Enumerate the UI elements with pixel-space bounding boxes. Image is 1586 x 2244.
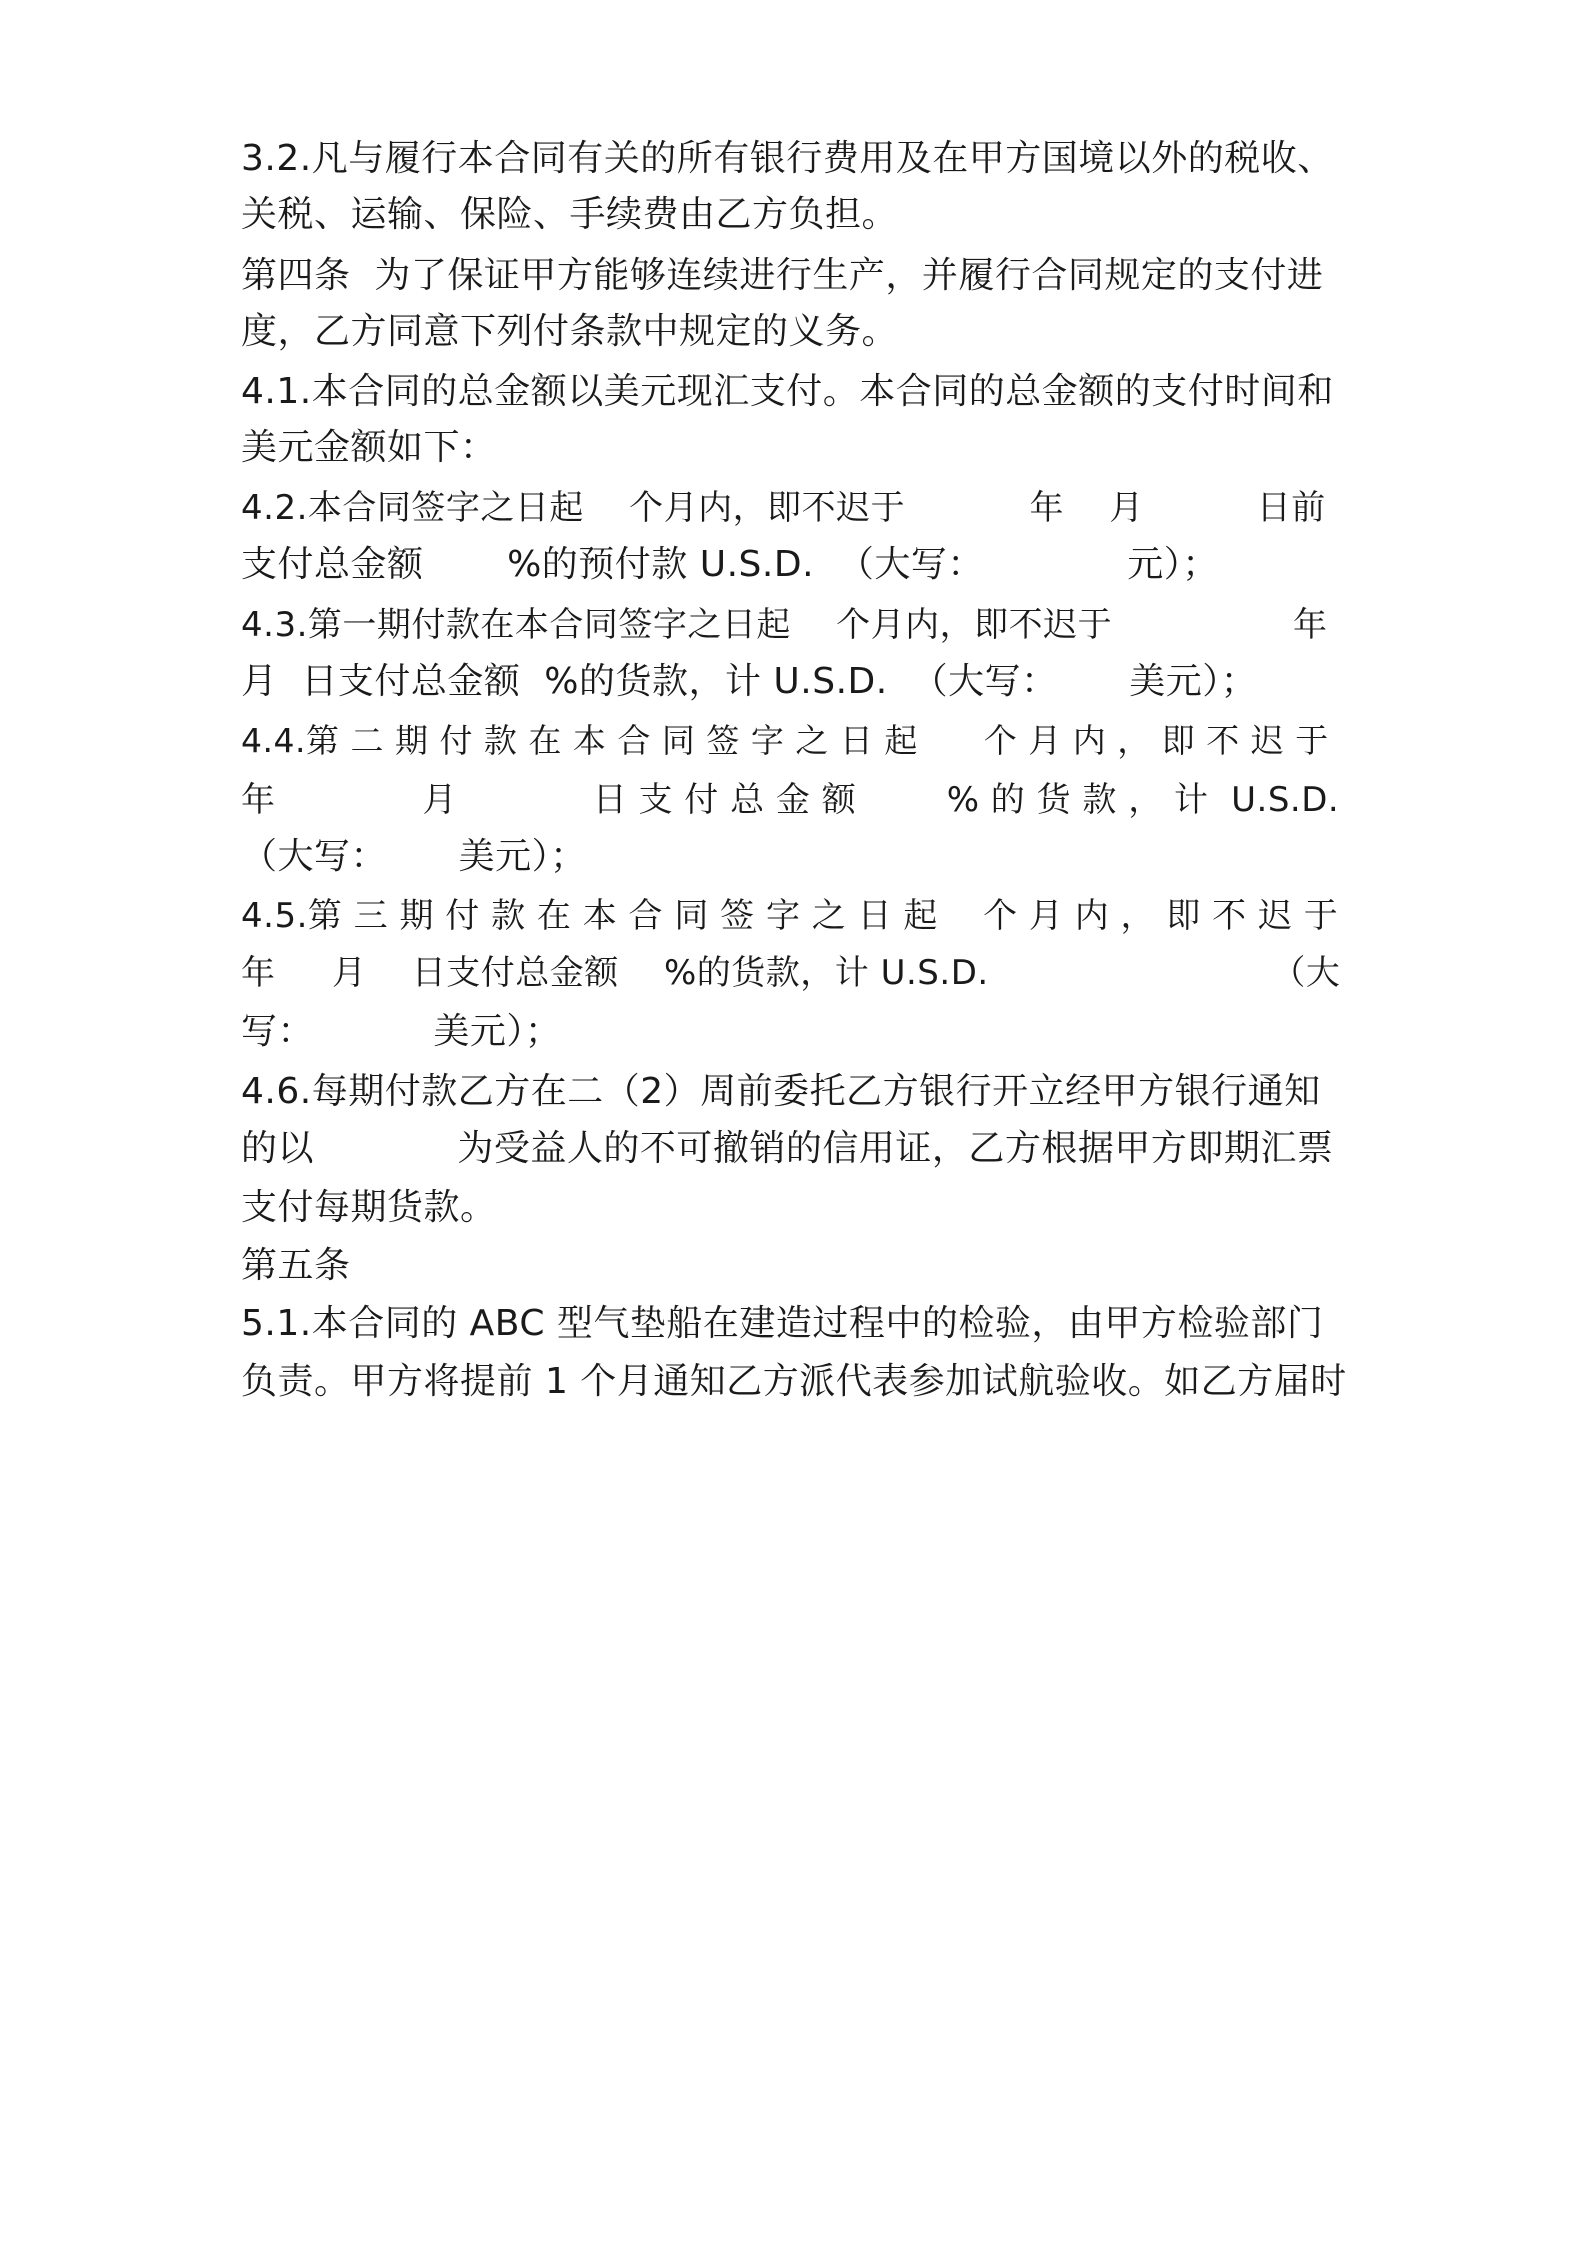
text-line: 4.3.第一期付款在本合同签字之日起 个月内，即不迟于 年 bbox=[241, 605, 1328, 645]
text-line: 4.6.每期付款乙方在二（2）周前委托乙方银行开立经甲方银行通知 bbox=[241, 1071, 1321, 1112]
text-line: 第四条 为了保证甲方能够连续进行生产，并履行合同规定的支付进 bbox=[241, 255, 1324, 296]
text-line: 美元金额如下： bbox=[241, 427, 497, 468]
text-line: 的以 为受益人的不可撤销的信用证，乙方根据甲方即期汇票 bbox=[241, 1128, 1334, 1169]
text-line: 年 月 日 支 付 总 金 额 % 的 货 款 ， 计 U.S.D. bbox=[241, 780, 1340, 820]
text-line: （大写： 美元）； bbox=[241, 836, 587, 877]
text-line: 关税、运输、保险、手续费由乙方负担。 bbox=[241, 194, 899, 235]
text-line: 写： 美元）； bbox=[241, 1011, 562, 1052]
text-line: 4.1.本合同的总金额以美元现汇支付。本合同的总金额的支付时间和 bbox=[241, 371, 1334, 412]
text-line: 4.5.第 三 期 付 款 在 本 合 同 签 字 之 日 起 个 月 内 ， 即 不 迟 于 bbox=[241, 896, 1339, 936]
text-line: 4.2.本合同签字之日起 个月内，即不迟于 年 月 日前 bbox=[241, 488, 1326, 528]
text-line: 支付每期货款。 bbox=[241, 1187, 497, 1228]
text-line: 支付总金额 %的预付款 U.S.D. （大写： 元）； bbox=[241, 544, 1219, 585]
text-line: 3.2.凡与履行本合同有关的所有银行费用及在甲方国境以外的税收、 bbox=[241, 138, 1334, 179]
text-line: 4.4.第 二 期 付 款 在 本 合 同 签 字 之 日 起 个 月 内 ， 即 不 迟 于 bbox=[241, 721, 1329, 760]
text-line: 月 日支付总金额 %的货款，计 U.S.D. （大写： 美元）； bbox=[241, 661, 1258, 702]
text-line: 5.1.本合同的 ABC 型气垫船在建造过程中的检验，由甲方检验部门 bbox=[241, 1303, 1324, 1344]
text-line: 度，乙方同意下列付条款中规定的义务。 bbox=[241, 311, 899, 352]
section-heading: 第五条 bbox=[241, 1245, 351, 1286]
text-line: 负责。甲方将提前 1 个月通知乙方派代表参加试航验收。如乙方届时 bbox=[241, 1361, 1347, 1402]
text-line: 年 月 日支付总金额 %的货款，计 U.S.D. （大 bbox=[241, 953, 1341, 993]
